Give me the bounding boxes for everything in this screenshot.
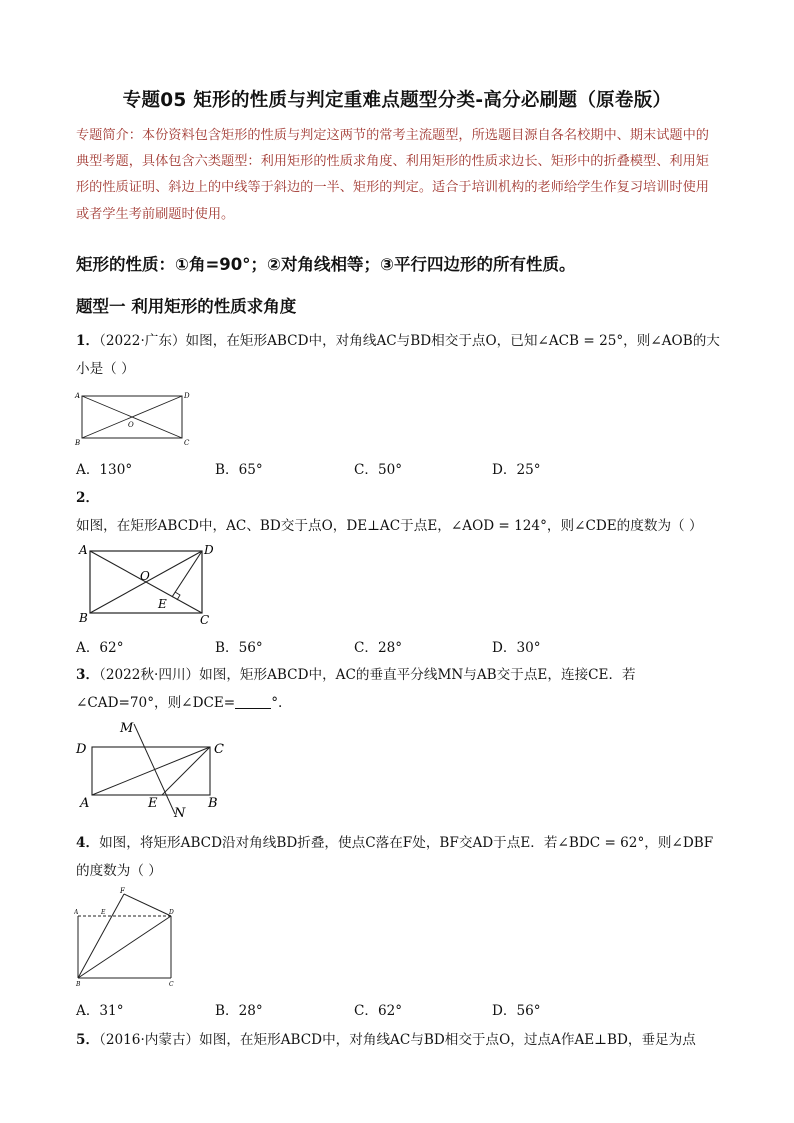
question-text: 如图，在矩形ABCD中，AC、BD交于点O，DE⊥AC于点E，∠AOD = 124°，则∠CDE的度数为（ ） [76,518,703,534]
label-f: F [120,887,125,895]
option-d[interactable]: D．30° [492,640,541,656]
label-b: B [79,611,88,625]
option-b[interactable]: B．56° [215,640,263,656]
label-d: D [184,392,190,400]
question-4 [76,829,720,885]
option-a[interactable]: A．62° [76,640,124,656]
label-e: E [158,597,167,611]
label-d: D [169,909,174,916]
label-e: E [148,796,158,811]
question-number: 5． [76,1032,100,1048]
label-c: C [214,742,224,757]
label-a: A [75,392,81,400]
segment-fd [124,894,171,916]
intro-paragraph: 专题简介：本份资料包含矩形的性质与判定这两节的常考主流题型，所选题目源自各名校期中、期末试题中的典型考题，具体包含六类题型：利用矩形的性质求角度、利用矩形的性质求边长、矩形中的折叠模型、利用矩形的性质证明、斜边上的中线等于斜边的一半、矩形的判定。适合于培训机构的老师给学生作复习培训时使用或者学生考前刷题时使用。 [76,128,709,222]
label-n: N [174,806,186,818]
option-a[interactable]: A．31° [76,1003,124,1019]
question-number: 1． [76,333,100,349]
question-text: （2016·内蒙古）如图，在矩形ABCD中，对角线AC与BD相交于点O，过点A作AE⊥BD，垂足为点 [99,1032,696,1048]
label-o: O [128,421,134,429]
label-b: B [76,981,81,988]
segment-ce [162,747,210,795]
document-title: 专题05 矩形的性质与判定重难点题型分类-高分必刷题（原卷版） [122,90,672,111]
option-c[interactable]: C．28° [354,640,403,656]
question-number: 3． [76,667,100,683]
option-d[interactable]: D．56° [492,1003,541,1019]
question-text-tail: °. [271,695,283,711]
label-c: C [200,613,210,626]
answer-blank[interactable] [235,694,271,709]
label-e: E [101,909,106,916]
option-b[interactable]: B．28° [215,1003,263,1019]
figure-q4 [74,886,189,992]
diagonal-bd [78,916,171,978]
question-5 [76,1026,720,1054]
label-a: A [74,909,79,916]
segment-de [172,551,202,597]
option-d[interactable]: D．25° [492,462,541,478]
label-b: B [75,439,81,447]
label-c: C [184,439,190,447]
figure-q3 [74,718,234,818]
label-o: O [140,569,150,583]
segment-bf [78,894,124,978]
question-1 [76,327,720,383]
option-a[interactable]: A．130° [76,462,133,478]
section-title: 题型一 利用矩形的性质求角度 [76,297,297,316]
question-number: 2． [76,490,100,506]
label-m: M [120,721,134,736]
label-a: A [80,796,90,811]
figure-q2 [76,542,221,626]
figure-q1 [74,390,194,448]
diagonal-ac [92,747,210,795]
label-d: D [76,742,87,757]
question-2 [76,484,720,540]
question-text: 如图，将矩形ABCD沿对角线BD折叠，使点C落在F处，BF交AD于点E．若∠BDC = 62°，则∠DBF的度数为（ ） [76,835,714,879]
question-3 [76,661,720,717]
label-b: B [208,796,218,811]
option-b[interactable]: B．65° [215,462,263,478]
question-text: （2022秋·四川）如图，矩形ABCD中，AC的垂直平分线MN与AB交于点E，连接CE．若∠CAD=70°，则∠DCE= [76,667,636,711]
question-number: 4． [76,835,100,851]
label-a: A [79,543,88,557]
option-c[interactable]: C．62° [354,1003,403,1019]
label-d: D [204,543,214,557]
option-c[interactable]: C．50° [354,462,403,478]
label-c: C [169,981,174,988]
rectangle-properties: 矩形的性质：①角=90°；②对角线相等；③平行四边形的所有性质。 [76,255,576,274]
question-text: （2022·广东）如图，在矩形ABCD中，对角线AC与BD相交于点O，已知∠ACB = 25°，则∠AOB的大小是（ ） [76,333,720,377]
